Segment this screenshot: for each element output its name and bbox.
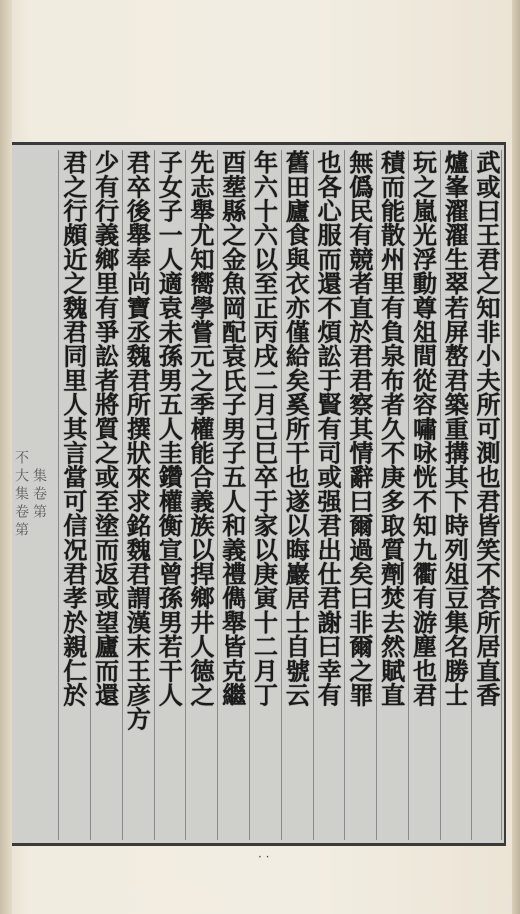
text-column-11: 子女子一人適袁未孫男五人圭鑽權衡宣曾孫男若干人 [154, 150, 184, 840]
text-column-7: 舊田廬食與衣亦僅給矣奚所干也遂以晦巖居士自號云 [281, 150, 311, 840]
text-column-2: 爐峯濯濯生翠若屏嶅君築重搆其下時列俎豆集名勝士 [440, 150, 470, 840]
text-column-14: 君之行頗近之魏君同里人其言當可信况君孝於親仁於 [58, 150, 88, 840]
text-column-6: 也各心服而還不煩訟于賢有司或强君出仕君謝曰幸有 [313, 150, 343, 840]
margin-bottom-text: 不大集卷第 [13, 450, 29, 540]
text-column-13: 少有行義鄉里有爭訟者將質之或至塗而返或望廬而還 [90, 150, 120, 840]
margin-label [14, 150, 48, 840]
text-column-9: 酉塟縣之金魚岡配袁氏子男子五人和義禮儁舉皆克繼 [217, 150, 247, 840]
text-column-4: 積而能散州里有負泉布者久不庚多取質劑焚去然賦直 [376, 150, 406, 840]
text-column-12: 君卒後舉奉尚寶丞魏君所撰狀來求銘魏君謂漢末王彦方 [122, 150, 152, 840]
margin-top-text: 集卷第 [31, 468, 47, 522]
text-column-5: 無僞民有競者直於君君察其情辭曰爾過矣曰非爾之罪 [344, 150, 374, 840]
page-left-edge [0, 0, 12, 914]
bottom-mark: ‧ ‧ [258, 850, 270, 864]
text-column-8: 年六十六以至正丙戌二月己巳卒于家以庚寅十二月丁 [249, 150, 279, 840]
page-right-edge [512, 0, 520, 914]
text-columns [56, 150, 502, 840]
text-column-10: 先志舉尤知嚮學嘗元之季權能合義族以捍鄉井人德之 [185, 150, 215, 840]
text-column-1: 武或曰王君之知非小夫所可測也君皆笑不荅所居直香 [471, 150, 502, 840]
text-column-3: 玩之嵐光浮動尊俎間從容嘯咏恍不知九衢有游塵也君 [408, 150, 438, 840]
